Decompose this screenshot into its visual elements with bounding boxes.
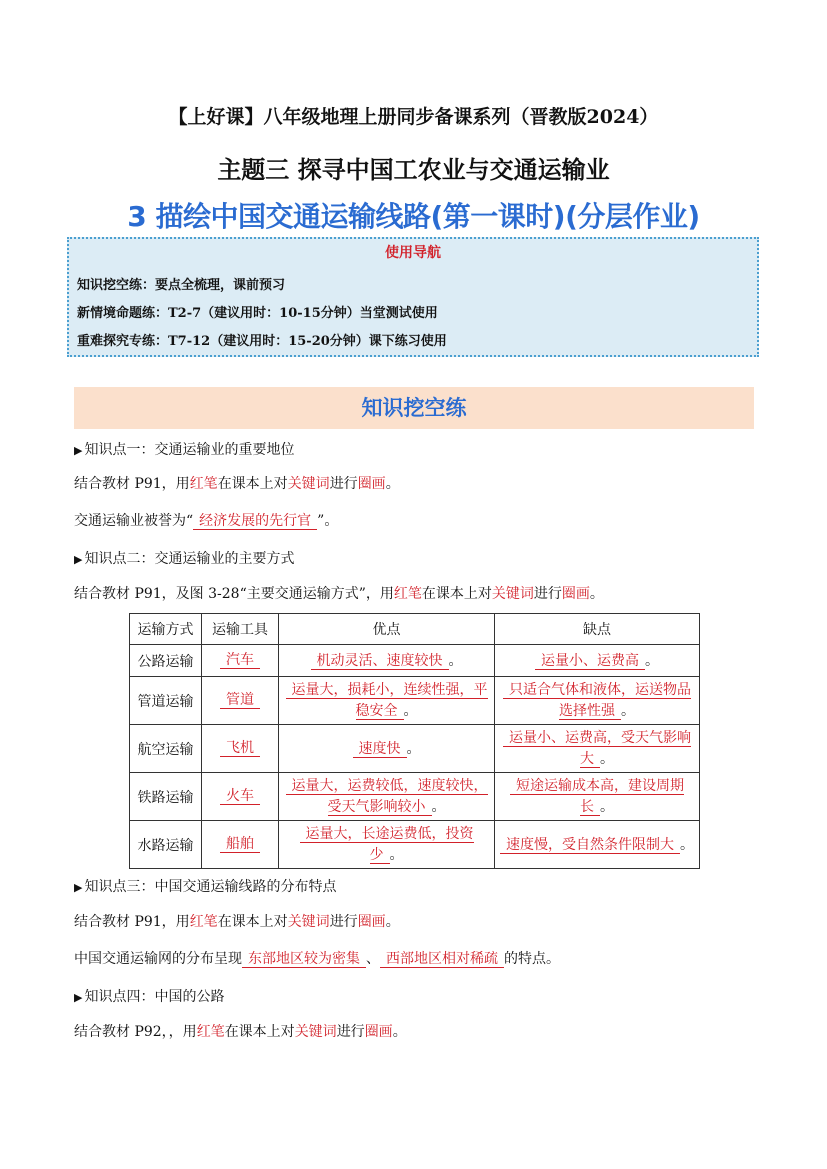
- kp4-heading: ▶ 知识点四：中国的公路: [74, 989, 225, 1005]
- table-header-row: [130, 614, 700, 645]
- table-row: 管道运输 管道 运量大，损耗小，连续性强，平稳安全 。 只适合气体和液体，运送物品选择性强 。: [130, 677, 700, 725]
- triangle-bullet-icon: ▶: [74, 553, 83, 566]
- table-header: 运输方式: [130, 614, 202, 645]
- table-row: 航空运输 飞机 速度快 。 运量小、运费高，受天气影响大 。: [130, 725, 700, 773]
- guide-line-1: 知识挖空练：要点全梳理，课前预习: [77, 278, 286, 293]
- kp3-sentence: 中国交通运输网的分布呈现 东部地区较为密集 、 西部地区相对稀疏 的特点。: [74, 951, 560, 967]
- answer-blank: 经济发展的先行官: [193, 513, 317, 530]
- triangle-bullet-icon: ▶: [74, 881, 83, 894]
- triangle-bullet-icon: ▶: [74, 991, 83, 1004]
- answer-blank: 西部地区相对稀疏: [380, 951, 504, 968]
- answer-blank: 东部地区较为密集: [242, 951, 366, 968]
- triangle-bullet-icon: ▶: [74, 444, 83, 457]
- kp3-heading: ▶ 知识点三：中国交通运输线路的分布特点: [74, 879, 337, 895]
- series-title: 【上好课】八年级地理上册同步备课系列（晋教版2024）: [168, 106, 659, 128]
- table-row: 公路运输 汽车 机动灵活、速度较快 。 运量小、运费高 。: [130, 645, 700, 677]
- kp1-instruction: 结合教材 P91，用红笔在课本上对关键词进行圈画。: [74, 476, 400, 492]
- table-header: 运输工具: [202, 614, 279, 645]
- table-header: 优点: [279, 614, 495, 645]
- guide-title: 使用导航: [385, 245, 441, 261]
- kp1-sentence: 交通运输业被誉为“ 经济发展的先行官 ”。: [74, 513, 339, 529]
- table-header: 缺点: [495, 614, 700, 645]
- table-row: 水路运输 船舶 运量大，长途运费低，投资少 。 速度慢，受自然条件限制大 。: [130, 821, 700, 869]
- kp3-instruction: 结合教材 P91，用红笔在课本上对关键词进行圈画。: [74, 914, 400, 930]
- kp1-heading: ▶ 知识点一：交通运输业的重要地位: [74, 442, 295, 458]
- usage-guide-box: [67, 237, 759, 357]
- section-banner: [74, 387, 754, 429]
- table-row: 铁路运输 火车 运量大，运费较低，速度较快，受天气影响较小 。 短途运输成本高，建设周期长 。: [130, 773, 700, 821]
- topic-title: 主题三 探寻中国工农业与交通运输业: [217, 155, 610, 184]
- transport-modes-table: [129, 613, 700, 869]
- kp4-instruction: 结合教材 P92，，用红笔在课本上对关键词进行圈画。: [74, 1024, 407, 1040]
- lesson-title: 3 描绘中国交通运输线路(第一课时)(分层作业): [127, 200, 700, 233]
- kp2-instruction: 结合教材 P91，及图 3-28“主要交通运输方式”，用红笔在课本上对关键词进行圈画。: [74, 586, 604, 602]
- kp2-heading: ▶ 知识点二：交通运输业的主要方式: [74, 551, 295, 567]
- guide-line-2: 新情境命题练：T2-7（建议用时：10-15分钟）当堂测试使用: [77, 306, 438, 321]
- guide-line-3: 重难探究专练：T7-12（建议用时：15-20分钟）课下练习使用: [77, 334, 447, 349]
- section-banner-label: 知识挖空练: [361, 396, 467, 420]
